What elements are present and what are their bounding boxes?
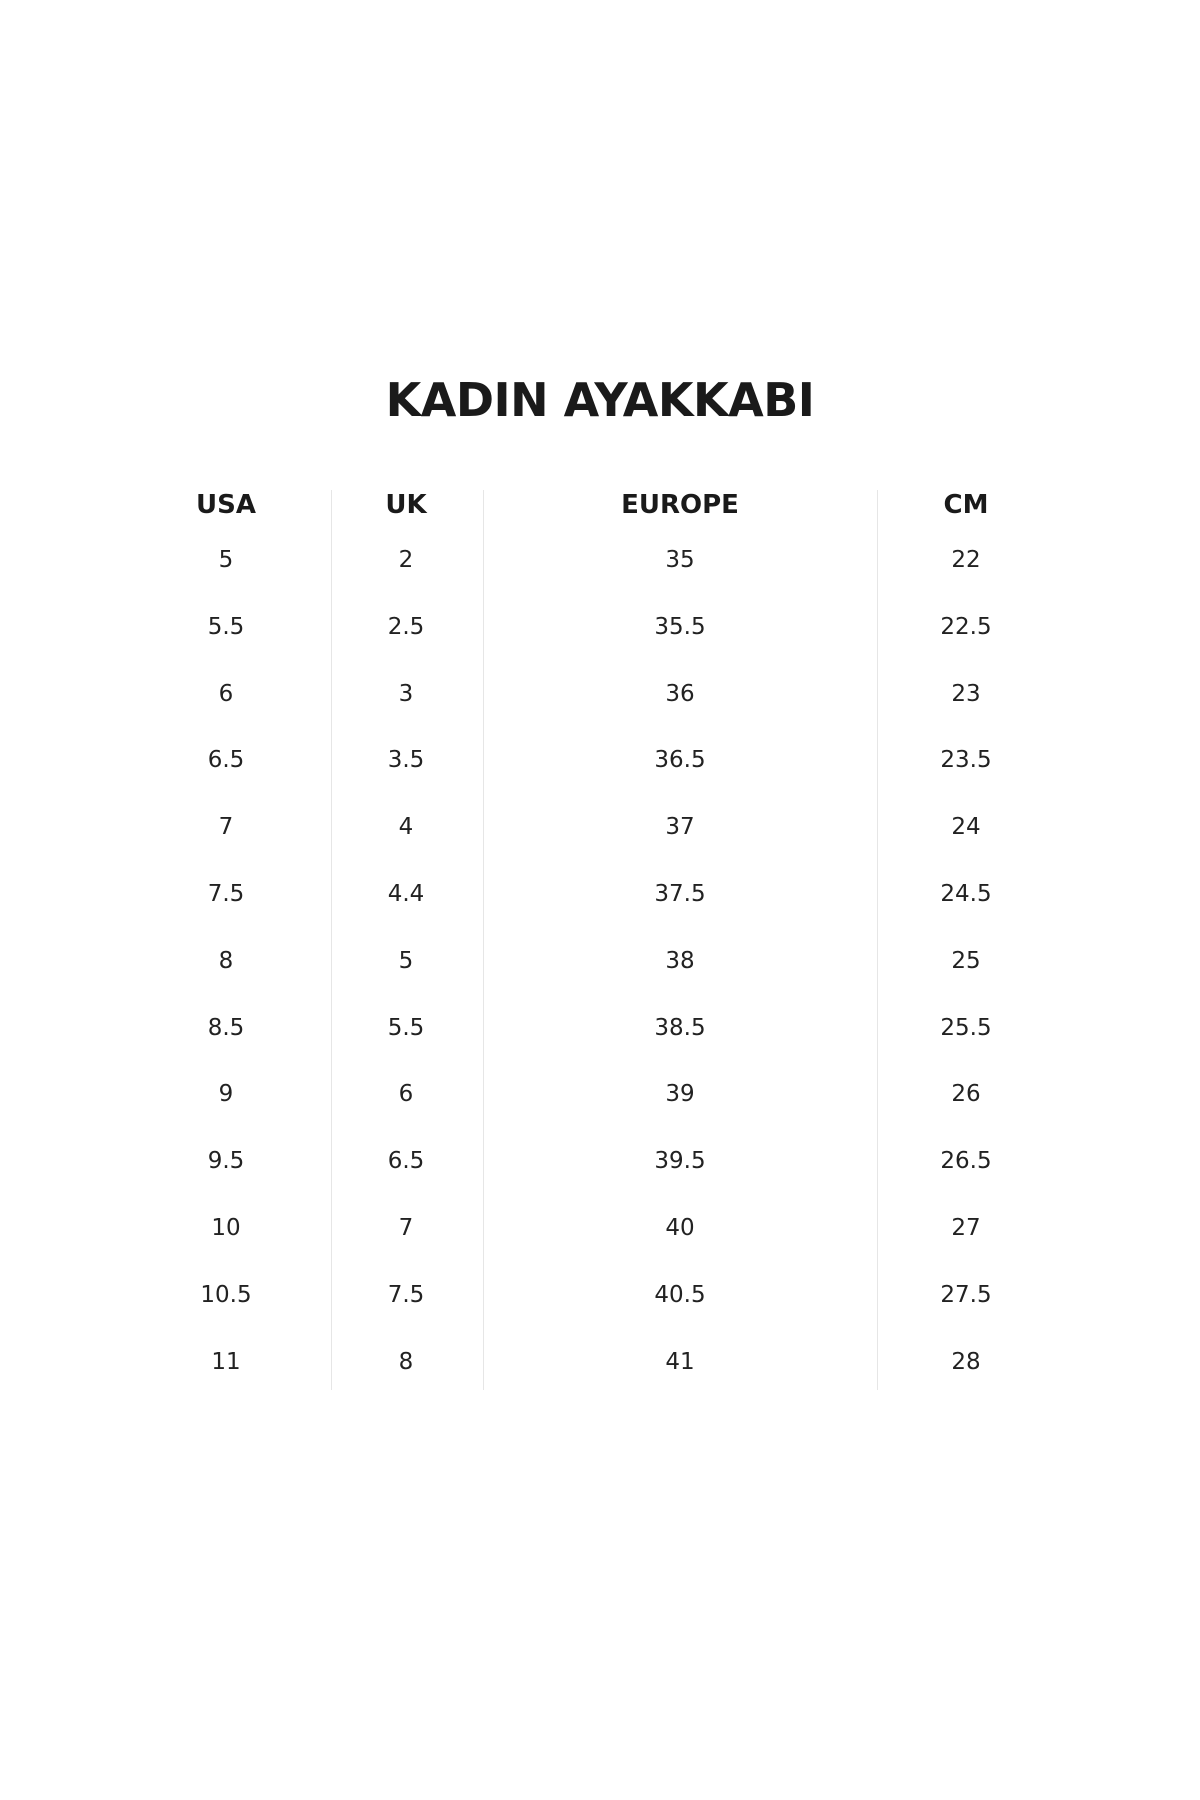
cell-uk: 8 bbox=[398, 1349, 414, 1375]
cell-cm: 24.5 bbox=[940, 881, 992, 907]
cell-europe: 38.5 bbox=[654, 1015, 706, 1041]
cell-usa: 9.5 bbox=[207, 1148, 245, 1174]
cell-cm: 23 bbox=[951, 681, 981, 707]
cell-europe: 41 bbox=[665, 1349, 695, 1375]
cell-uk: 4.4 bbox=[387, 881, 425, 907]
cell-usa: 6.5 bbox=[207, 747, 245, 773]
cell-usa: 5.5 bbox=[207, 614, 245, 640]
cell-uk: 6 bbox=[398, 1081, 414, 1107]
cell-cm: 26.5 bbox=[940, 1148, 992, 1174]
page-title: KADIN AYAKKABI bbox=[385, 373, 815, 427]
cell-cm: 28 bbox=[951, 1349, 981, 1375]
cell-uk: 5 bbox=[398, 948, 414, 974]
cell-europe: 37 bbox=[665, 814, 695, 840]
cell-usa: 7 bbox=[218, 814, 234, 840]
cell-usa: 11 bbox=[211, 1349, 241, 1375]
column-divider bbox=[877, 490, 878, 1390]
cell-europe: 36.5 bbox=[654, 747, 706, 773]
cell-usa: 7.5 bbox=[207, 881, 245, 907]
cell-europe: 39 bbox=[665, 1081, 695, 1107]
cell-cm: 23.5 bbox=[940, 747, 992, 773]
cell-cm: 25 bbox=[951, 948, 981, 974]
header-europe: EUROPE bbox=[621, 490, 739, 520]
cell-cm: 27 bbox=[951, 1215, 981, 1241]
header-usa: USA bbox=[196, 490, 256, 520]
cell-europe: 37.5 bbox=[654, 881, 706, 907]
cell-uk: 4 bbox=[398, 814, 414, 840]
cell-europe: 35.5 bbox=[654, 614, 706, 640]
cell-uk: 7.5 bbox=[387, 1282, 425, 1308]
cell-europe: 39.5 bbox=[654, 1148, 706, 1174]
cell-usa: 10.5 bbox=[200, 1282, 252, 1308]
cell-uk: 2.5 bbox=[387, 614, 425, 640]
cell-uk: 2 bbox=[398, 547, 414, 573]
cell-cm: 24 bbox=[951, 814, 981, 840]
cell-europe: 35 bbox=[665, 547, 695, 573]
cell-europe: 40.5 bbox=[654, 1282, 706, 1308]
cell-uk: 5.5 bbox=[387, 1015, 425, 1041]
header-cm: CM bbox=[943, 490, 989, 520]
header-uk: UK bbox=[385, 490, 427, 520]
cell-usa: 6 bbox=[218, 681, 234, 707]
cell-europe: 40 bbox=[665, 1215, 695, 1241]
cell-usa: 8.5 bbox=[207, 1015, 245, 1041]
cell-usa: 9 bbox=[218, 1081, 234, 1107]
cell-uk: 3.5 bbox=[387, 747, 425, 773]
cell-usa: 10 bbox=[211, 1215, 241, 1241]
cell-uk: 3 bbox=[398, 681, 414, 707]
cell-cm: 26 bbox=[951, 1081, 981, 1107]
cell-cm: 27.5 bbox=[940, 1282, 992, 1308]
cell-europe: 36 bbox=[665, 681, 695, 707]
cell-cm: 22 bbox=[951, 547, 981, 573]
cell-cm: 22.5 bbox=[940, 614, 992, 640]
cell-cm: 25.5 bbox=[940, 1015, 992, 1041]
cell-uk: 6.5 bbox=[387, 1148, 425, 1174]
cell-europe: 38 bbox=[665, 948, 695, 974]
cell-usa: 5 bbox=[218, 547, 234, 573]
cell-uk: 7 bbox=[398, 1215, 414, 1241]
cell-usa: 8 bbox=[218, 948, 234, 974]
